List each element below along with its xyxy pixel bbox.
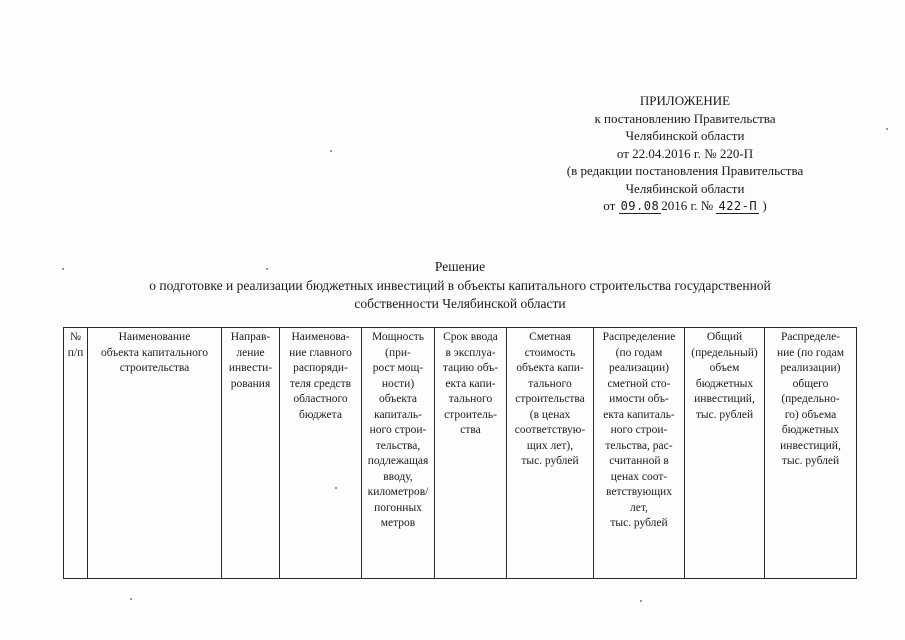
header-line: Направ-	[230, 331, 271, 343]
header-line: рования	[230, 377, 271, 390]
header-cell	[685, 328, 765, 579]
header-line: в эксплуа-	[445, 346, 496, 359]
header-line: Наименование	[118, 331, 191, 343]
header-line: бюджетных	[781, 424, 840, 436]
document-title	[100, 258, 820, 314]
header-line: соответствую-	[514, 424, 586, 436]
header-line: Сметная	[529, 331, 571, 343]
header-line: ветствующих	[606, 486, 672, 498]
revision-date-handwritten: 09.08	[620, 199, 660, 213]
header-line: распоряди-	[293, 362, 348, 374]
header-line: щих лет),	[526, 439, 574, 452]
header-line: Срок ввода	[443, 331, 498, 343]
header-line: ние главного	[289, 346, 352, 359]
header-line: областного	[293, 393, 348, 405]
header-line: Мощность	[371, 331, 425, 343]
appendix-heading: ПРИЛОЖЕНИЕ	[639, 93, 731, 108]
header-line: инвести-	[228, 362, 273, 374]
header-line: ного строи-	[369, 424, 427, 436]
header-line: тыс. рублей	[521, 455, 579, 467]
header-cell	[88, 328, 222, 579]
header-line: екта капиталь-	[603, 408, 675, 421]
header-line: (предельно-	[781, 393, 840, 405]
scan-speck	[130, 598, 132, 600]
header-line: ление	[236, 346, 265, 359]
header-line: реализации)	[608, 362, 670, 374]
scan-speck	[266, 268, 268, 270]
header-line: го) объема	[784, 408, 837, 421]
scan-speck	[330, 150, 332, 152]
header-line: ности)	[381, 377, 415, 390]
header-line: рост мощ-	[372, 362, 424, 374]
header-line: объекта капи-	[516, 362, 584, 374]
header-line: №	[70, 331, 81, 343]
header-line: тельства, рас-	[605, 439, 673, 452]
header-line: Общий	[706, 331, 743, 343]
header-line: тыс. рублей	[610, 517, 668, 529]
appendix-line: Челябинской области	[625, 180, 745, 196]
header-cell	[362, 328, 435, 579]
header-line: инвестиций,	[780, 439, 841, 452]
header-cell	[765, 328, 857, 579]
revision-prefix: от	[603, 198, 616, 213]
header-line: стоимость	[524, 346, 576, 359]
header-line: лет,	[630, 501, 648, 514]
header-line: ного строи-	[610, 424, 668, 436]
header-line: бюджетных	[695, 377, 754, 390]
header-line: вводу,	[383, 470, 413, 483]
header-line: п/п	[67, 346, 84, 359]
revision-number-handwritten: 422-П	[718, 199, 758, 213]
scan-speck	[335, 487, 337, 489]
header-line: подлежащая	[367, 455, 429, 467]
header-cell	[435, 328, 507, 579]
header-cell	[507, 328, 594, 579]
header-line: тыс. рублей	[781, 455, 840, 467]
appendix-line: от 22.04.2016 г. № 220-П	[616, 145, 754, 161]
scan-speck	[62, 268, 64, 270]
header-line: объекта капитального	[100, 346, 209, 359]
header-line: Наименова-	[291, 331, 350, 343]
header-line: тыс. рублей	[695, 408, 754, 421]
header-cell	[64, 328, 88, 579]
header-line: погонных	[374, 501, 422, 514]
header-line: тального	[448, 393, 493, 405]
header-line: строительства	[515, 393, 585, 405]
header-line: (предельный)	[691, 346, 758, 359]
table-header-row	[64, 328, 857, 579]
header-cell	[222, 328, 280, 579]
header-line: (по годам	[615, 346, 663, 359]
appendix-revision-line	[520, 197, 850, 216]
header-line: метров	[380, 517, 416, 529]
header-line: екта капи-	[445, 377, 496, 390]
header-line: Распределе-	[780, 331, 841, 343]
title-line-3: собственности Челябинской области	[354, 296, 566, 311]
appendix-line: к постановлению Правительства	[594, 110, 776, 126]
header-line: ства	[460, 424, 481, 436]
header-line: тального	[528, 377, 572, 390]
header-line: строительства	[119, 362, 190, 374]
revision-middle: 2016 г. №	[661, 198, 714, 213]
appendix-line: (в редакции постановления Правительства	[566, 163, 804, 178]
scan-speck	[886, 128, 888, 130]
revision-suffix: )	[762, 198, 767, 213]
header-line: теля средств	[289, 377, 352, 390]
header-line: километров/	[367, 486, 429, 498]
header-line: капиталь-	[374, 408, 422, 421]
header-line: тельства,	[375, 439, 421, 452]
header-line: строитель-	[444, 408, 497, 421]
header-line: общего	[792, 377, 829, 390]
header-line: ценах соот-	[610, 470, 668, 483]
header-line: реализации)	[780, 362, 841, 374]
header-line: инвестиций,	[694, 393, 755, 405]
header-line: сметной сто-	[607, 377, 671, 390]
header-line: (при-	[385, 346, 411, 359]
header-line: имости объ-	[609, 393, 669, 405]
header-line: тацию объ-	[442, 362, 499, 374]
header-line: (в ценах	[529, 408, 571, 421]
title-line-1: Решение	[434, 259, 486, 274]
header-cell	[280, 328, 362, 579]
header-line: объем	[709, 362, 740, 374]
header-line: Распределение	[602, 331, 676, 343]
header-line: ние (по годам	[777, 346, 844, 359]
scan-speck	[640, 600, 642, 602]
title-line-2: о подготовке и реализации бюджетных инвестиций в объекты капитального строительства государственной	[149, 277, 771, 293]
header-line: считанной в	[609, 455, 669, 467]
header-line: бюджета	[299, 408, 342, 421]
header-cell	[594, 328, 685, 579]
appendix-line: Челябинской области	[625, 128, 745, 143]
header-line: объекта	[378, 393, 418, 405]
investment-table	[63, 327, 857, 579]
appendix-block	[520, 92, 850, 216]
